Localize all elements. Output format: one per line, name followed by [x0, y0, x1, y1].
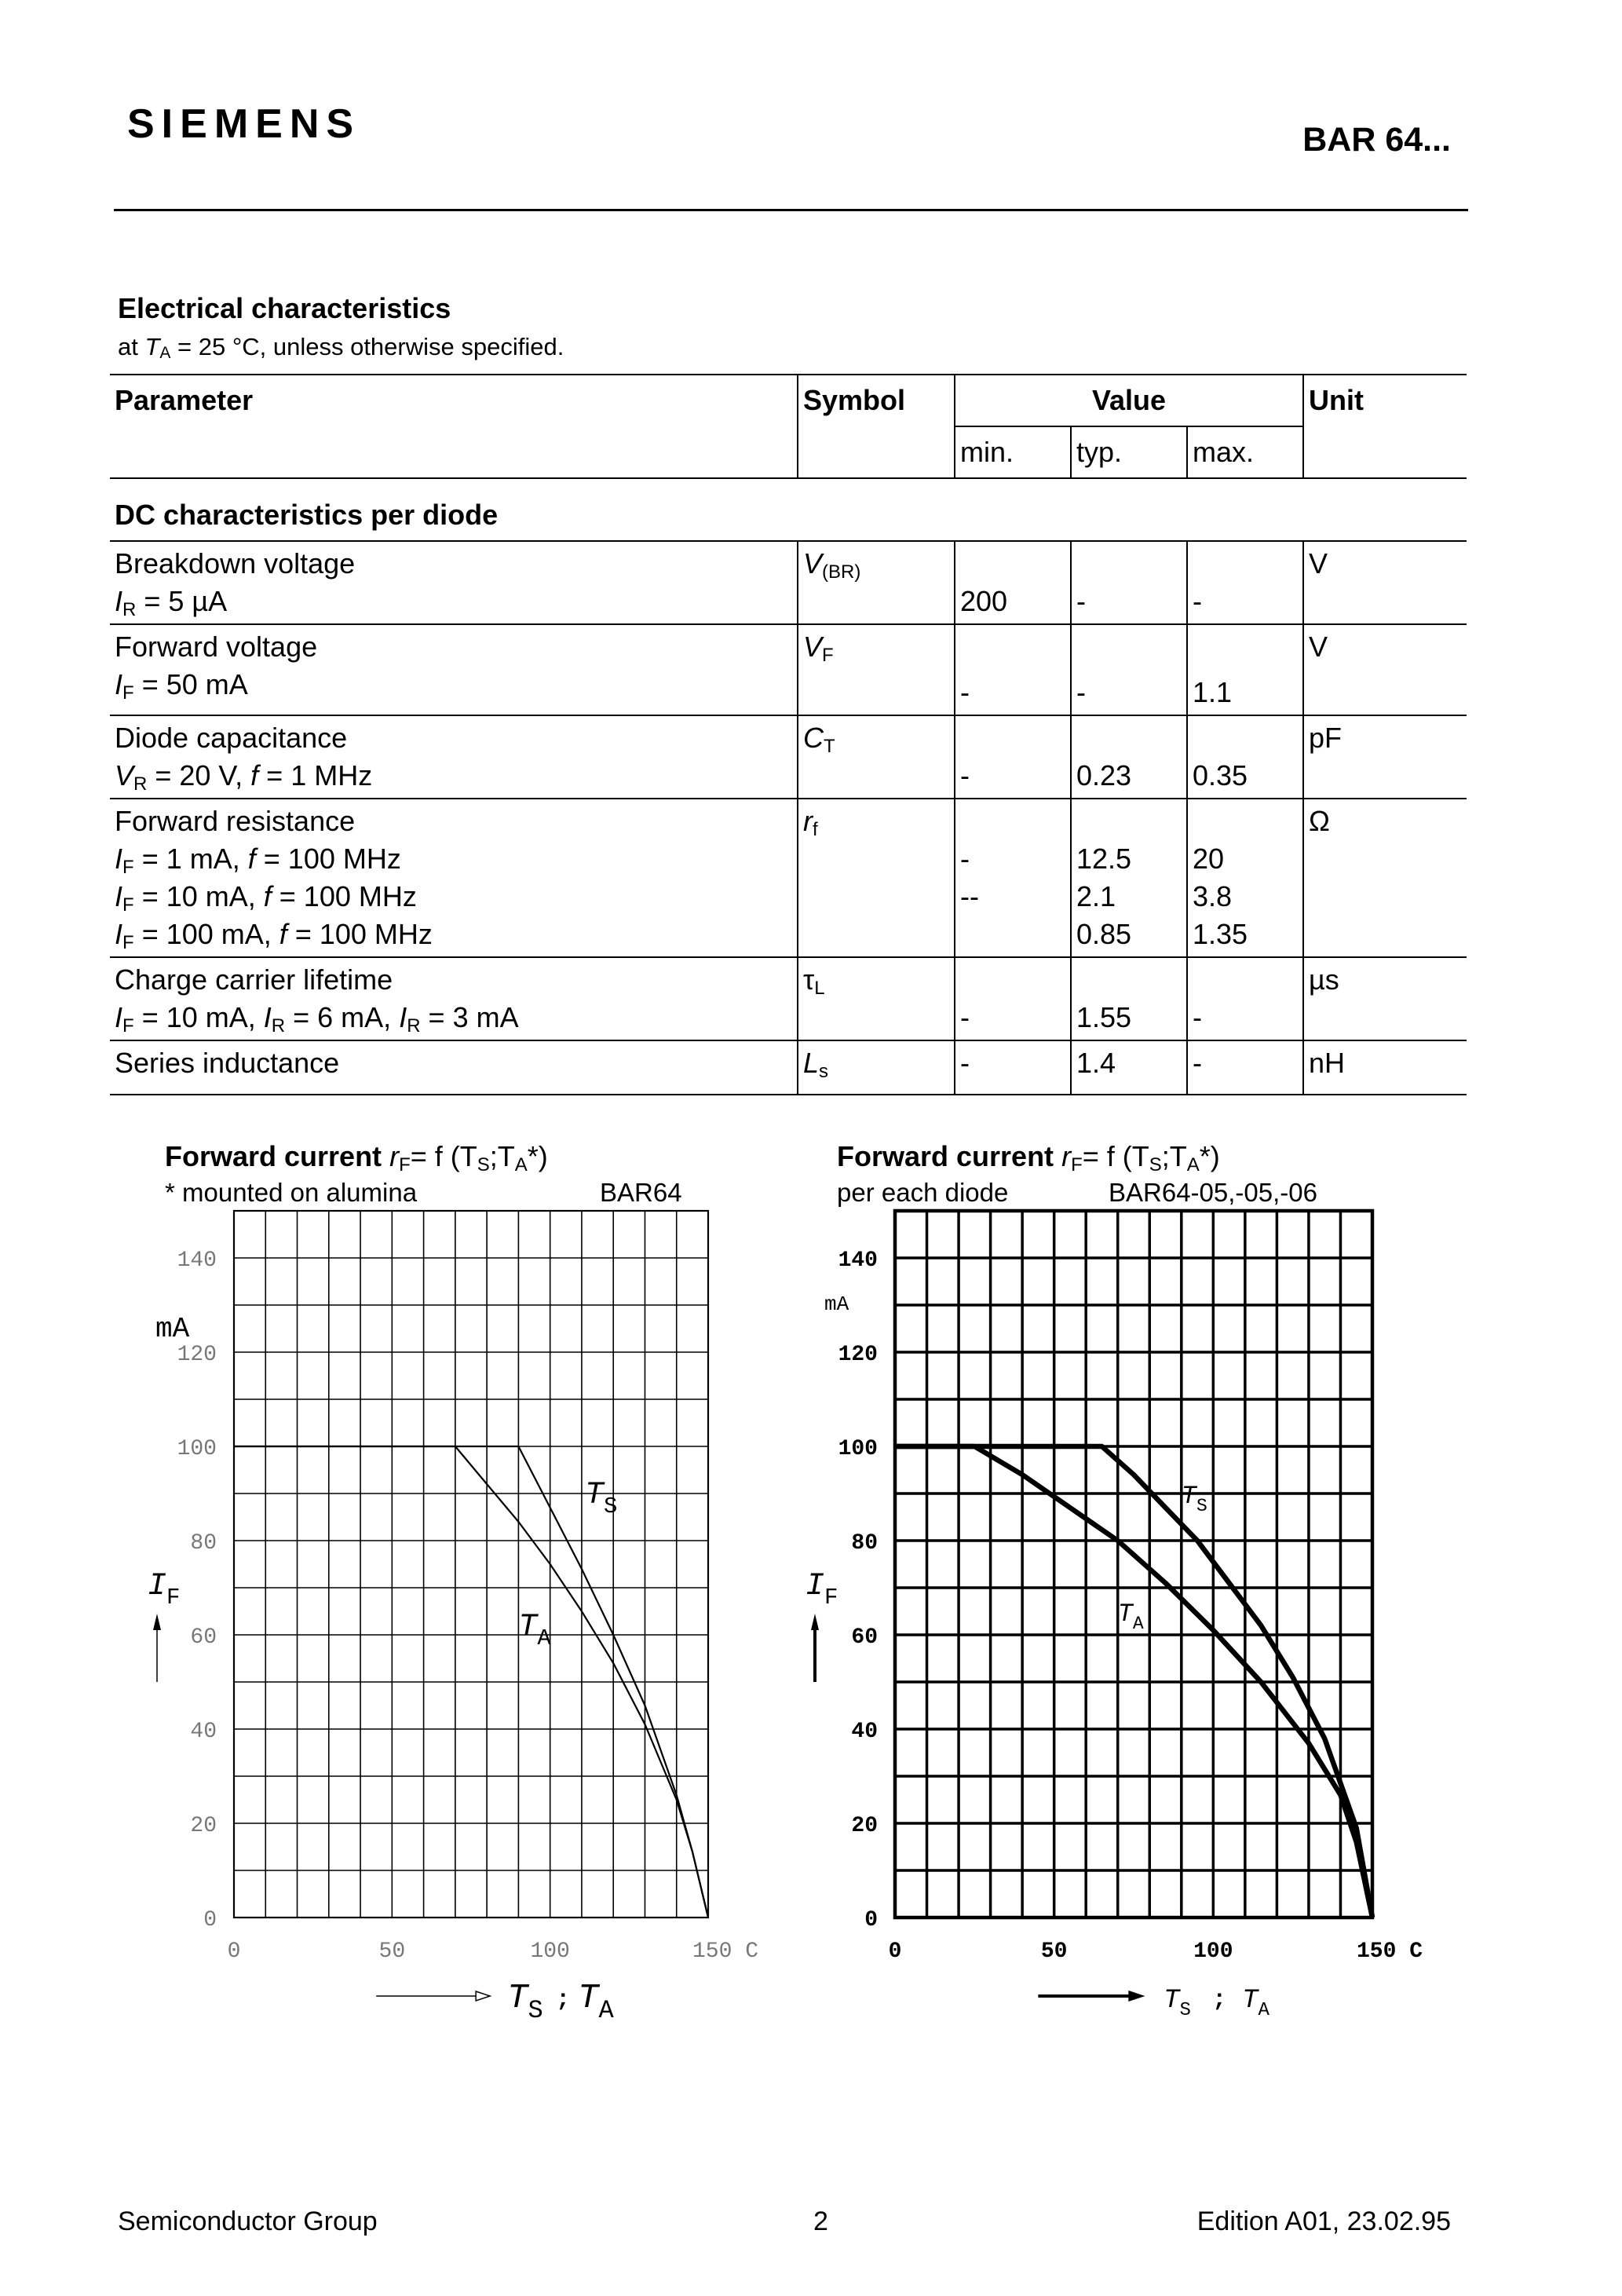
- min-cell: - --: [955, 799, 1071, 957]
- param-cell: Breakdown voltage IR = 5 µA: [110, 541, 798, 624]
- y-tick-label: 40: [851, 1720, 878, 1744]
- typ-cell: -: [1071, 624, 1187, 715]
- typ-cell: 12.5 2.1 0.85: [1071, 799, 1187, 957]
- y-tick-label: 80: [851, 1531, 878, 1556]
- y-tick-label: 20: [851, 1814, 878, 1838]
- max-cell: 1.1: [1187, 624, 1303, 715]
- y-tick-label: 120: [177, 1343, 217, 1367]
- chart2-device: BAR64-05,-05,-06: [1109, 1178, 1317, 1207]
- unit-cell: pF: [1303, 715, 1467, 799]
- unit-cell: V: [1303, 624, 1467, 715]
- typ-cell: 1.55: [1071, 957, 1187, 1040]
- chart1-subtitle: * mounted on alumina: [165, 1178, 418, 1207]
- y-unit-label: mA: [824, 1292, 849, 1316]
- section-subtitle: at $T_A = 25$ °C, unless otherwise specified.: [118, 333, 564, 362]
- symbol-cell: τL: [798, 957, 955, 1040]
- y-axis-arrowhead: [153, 1614, 161, 1630]
- param-cell: Forward resistance IF = 1 mA, f = 100 MHz IF = 10 mA, f = 100 MHz IF = 100 mA, f = 100 MHz: [110, 799, 798, 957]
- part-number: BAR 64...: [1302, 121, 1451, 159]
- symbol-cell: CT: [798, 715, 955, 799]
- header-parameter: Parameter: [110, 375, 798, 478]
- header-unit: Unit: [1303, 375, 1467, 478]
- max-cell: -: [1187, 957, 1303, 1040]
- x-axis-label-ta: $T_A$: [1242, 1986, 1269, 2021]
- x-tick-label: 0: [888, 1940, 902, 1964]
- symbol-cell: VF: [798, 624, 955, 715]
- footer-page-number: 2: [813, 2206, 828, 2236]
- unit-cell: Ω: [1303, 799, 1467, 957]
- x-axis-arrowhead: [476, 1991, 490, 2001]
- header-symbol: Symbol: [798, 375, 955, 478]
- x-tick-label: 50: [1040, 1940, 1068, 1964]
- typ-cell: 1.4: [1071, 1040, 1187, 1095]
- y-tick-label: 0: [203, 1908, 217, 1932]
- x-tick-label: 100: [1193, 1940, 1233, 1964]
- siemens-logo: SIEMENS: [127, 101, 361, 147]
- max-cell: -: [1187, 1040, 1303, 1095]
- curve-label-ta: $T_A$: [518, 1610, 551, 1651]
- unit-cell: nH: [1303, 1040, 1467, 1095]
- group-title: DC characteristics per diode: [110, 478, 1467, 541]
- footer-left: Semiconductor Group: [118, 2206, 378, 2236]
- y-tick-label: 20: [190, 1814, 217, 1838]
- header-value: Value: [955, 375, 1303, 426]
- min-cell: -: [955, 624, 1071, 715]
- chart1-title: Forward current $r_F= f$ $(T_S;T_A*)$: [165, 1140, 548, 1175]
- header-row: [110, 375, 1467, 426]
- y-tick-label: 60: [851, 1625, 878, 1650]
- min-cell: -: [955, 957, 1071, 1040]
- x-axis-label-sep: ;: [556, 1987, 571, 2013]
- x-tick-label: 0: [227, 1940, 241, 1964]
- table-row-breakdown: [110, 541, 1467, 624]
- min-cell: 200: [955, 541, 1071, 624]
- section-title: Electrical characteristics: [118, 292, 451, 324]
- plot-frame: [895, 1211, 1372, 1918]
- y-axis-label: $I_F$: [148, 1569, 181, 1610]
- y-tick-label: 100: [838, 1437, 878, 1461]
- table-row-forward-voltage: [110, 624, 1467, 715]
- x-tick-label-150: 150 C: [692, 1940, 759, 1964]
- y-tick-label: 100: [177, 1437, 217, 1461]
- typ-cell: -: [1071, 541, 1187, 624]
- table-row-capacitance: [110, 715, 1467, 799]
- footer-edition: Edition A01, 23.02.95: [1196, 2206, 1451, 2236]
- chart1-device: BAR64: [600, 1178, 682, 1207]
- max-cell: 0.35: [1187, 715, 1303, 799]
- header-min: min.: [955, 426, 1071, 478]
- table-row-inductance: [110, 1040, 1467, 1095]
- param-cell: Diode capacitance VR = 20 V, f = 1 MHz: [110, 715, 798, 799]
- unit-cell: V: [1303, 541, 1467, 624]
- curve-label-ts: $T_S$: [584, 1478, 618, 1519]
- x-tick-label: 50: [378, 1940, 406, 1964]
- y-tick-label: 140: [177, 1249, 217, 1273]
- group-row: [110, 478, 1467, 541]
- header-divider: [114, 209, 1468, 211]
- min-cell: -: [955, 715, 1071, 799]
- y-axis-label: $I_F$: [806, 1569, 838, 1610]
- curve-label-ts: $T_S$: [1181, 1482, 1207, 1516]
- unit-cell: µs: [1303, 957, 1467, 1040]
- y-unit-label: mA: [155, 1313, 190, 1345]
- y-tick-label: 40: [190, 1720, 217, 1744]
- chart2-subtitle: per each diode: [837, 1178, 1009, 1207]
- x-axis-label-ta: $T_A$: [578, 1979, 614, 2025]
- max-cell: 20 3.8 1.35: [1187, 799, 1303, 957]
- y-tick-label: 0: [864, 1908, 878, 1932]
- x-tick-label: 100: [530, 1940, 570, 1964]
- chart2-forward-current: [806, 1209, 1622, 2057]
- symbol-cell: V(BR): [798, 541, 955, 624]
- param-cell: Series inductance: [110, 1040, 798, 1095]
- curve-label-ta: $T_A$: [1117, 1600, 1144, 1634]
- y-tick-label: 80: [190, 1531, 217, 1556]
- plot-frame: [234, 1211, 708, 1918]
- y-tick-label: 60: [190, 1625, 217, 1650]
- table-row-resistance: [110, 799, 1467, 957]
- param-cell: Charge carrier lifetime IF = 10 mA, IR = 6 mA, IR = 3 mA: [110, 957, 798, 1040]
- x-axis-label-ts: $T_S$: [1164, 1986, 1191, 2021]
- x-tick-label-150: 150 C: [1356, 1940, 1423, 1964]
- symbol-cell: Ls: [798, 1040, 955, 1095]
- x-axis-label-sep: ;: [1212, 1987, 1227, 2013]
- electrical-characteristics-table: [110, 374, 1467, 1095]
- param-cell: Forward voltage IF = 50 mA: [110, 624, 798, 715]
- x-axis-arrowhead: [1129, 1991, 1143, 2001]
- y-axis-arrowhead: [811, 1614, 819, 1630]
- x-axis-label-ts: $T_S$: [507, 1979, 543, 2025]
- table-row-lifetime: [110, 957, 1467, 1040]
- header-typ: typ.: [1071, 426, 1187, 478]
- chart2-title: Forward current $r_F= f$ $(T_S;T_A*)$: [837, 1140, 1220, 1175]
- typ-cell: 0.23: [1071, 715, 1187, 799]
- y-tick-label: 140: [838, 1249, 878, 1273]
- min-cell: -: [955, 1040, 1071, 1095]
- symbol-cell: rf: [798, 799, 955, 957]
- chart1-forward-current: [0, 1209, 809, 2057]
- max-cell: -: [1187, 541, 1303, 624]
- y-tick-label: 120: [838, 1343, 878, 1367]
- header-max: max.: [1187, 426, 1303, 478]
